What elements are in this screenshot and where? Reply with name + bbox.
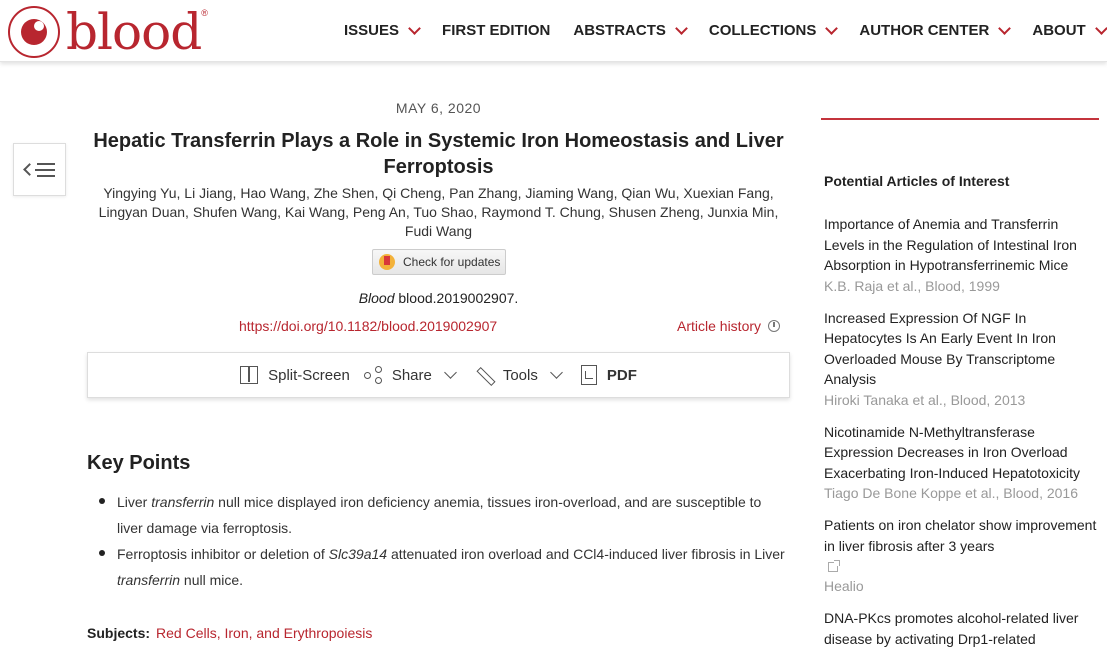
- check-for-updates-button[interactable]: Check for updates: [372, 249, 506, 275]
- doi-link[interactable]: https://doi.org/10.1182/blood.2019002907: [239, 318, 498, 334]
- main-nav: [344, 22, 1106, 39]
- citation-id: blood.2019002907.: [398, 290, 519, 306]
- related-article[interactable]: [824, 515, 1099, 596]
- chevron-down-icon: [826, 22, 839, 35]
- related-article-meta: Hiroki Tanaka et al., Blood, 2013: [824, 391, 1026, 408]
- list-item: Ferroptosis inhibitor or deletion of Slc39a14 attenuated iron overload and CCl4-induced liver fibrosis in Liver transferrin null mice.: [97, 541, 790, 593]
- article-history-link[interactable]: Article history: [677, 318, 780, 334]
- crossmark-icon: [379, 254, 395, 270]
- ash-seal-icon: [8, 6, 60, 58]
- citation: [87, 290, 790, 306]
- nav-issues[interactable]: ISSUES: [344, 22, 419, 39]
- related-article-title[interactable]: Increased Expression Of NGF In Hepatocytes Is An Early Event In Iron Overloaded Mouse By Transcriptome Analysis: [824, 309, 1056, 387]
- related-article-meta: Tiago De Bone Koppe et al., Blood, 2016: [824, 485, 1078, 501]
- wrench-icon: [475, 365, 495, 385]
- registered-mark: ®: [201, 8, 208, 18]
- nav-abstracts[interactable]: ABSTRACTS: [573, 22, 686, 39]
- related-article[interactable]: [824, 422, 1099, 504]
- split-screen-icon: [240, 366, 258, 384]
- related-article-meta: K.B. Raja et al., Blood, 1999: [824, 277, 1000, 294]
- pdf-icon: [581, 365, 597, 385]
- related-article-meta: Healio: [824, 578, 864, 594]
- key-points-list: [97, 489, 790, 593]
- publication-date: MAY 6, 2020: [395, 100, 482, 116]
- split-screen-button[interactable]: Split-Screen: [240, 366, 350, 384]
- nav-author-center[interactable]: AUTHOR CENTER: [859, 22, 1009, 39]
- blood-logo[interactable]: [8, 3, 208, 61]
- subject-link[interactable]: Red Cells, Iron, and Erythropoiesis: [156, 625, 373, 641]
- key-points-heading: Key Points: [87, 452, 191, 474]
- article-toolbar: [87, 352, 790, 398]
- related-article[interactable]: [824, 214, 1099, 296]
- related-article-title[interactable]: Nicotinamide N-Methyltransferase Expression Decreases in Iron Overload Exacerbating Iron-Induced Hepatotoxicity: [824, 423, 1081, 481]
- related-article-title[interactable]: Importance of Anemia and Transferrin Levels in the Regulation of Intestinal Iron Absorption in Hypotransferrinemic Mice: [824, 216, 1077, 273]
- nav-first-edition[interactable]: FIRST EDITION: [442, 22, 551, 39]
- related-articles-list: [824, 214, 1099, 659]
- share-icon: [364, 366, 384, 384]
- author-list: Yingying Yu, Li Jiang, Hao Wang, Zhe Shen, Qi Cheng, Pan Zhang, Jiaming Wang, Qian Wu, Xuexian Fang, Lingyan Duan, Shufen Wang, Kai Wang, Peng An, Tuo Shao, Raymond T. Chung, Shusen Zheng, Junxia Min, Fudi Wang: [98, 185, 779, 239]
- chevron-down-icon: [444, 366, 457, 379]
- subjects-label: Subjects:: [87, 625, 151, 641]
- chevron-down-icon: [1095, 22, 1107, 35]
- tools-button[interactable]: Tools: [475, 365, 567, 385]
- chevron-down-icon: [999, 22, 1012, 35]
- related-article[interactable]: [824, 608, 1099, 649]
- article-title: Hepatic Transferrin Plays a Role in Systemic Iron Homeostasis and Liver Ferroptosis: [93, 130, 784, 178]
- share-button[interactable]: Share: [364, 366, 461, 384]
- subjects-row: [87, 625, 372, 641]
- toc-collapse-icon: [25, 160, 55, 180]
- chevron-down-icon: [550, 366, 563, 379]
- journal-name: Blood: [358, 290, 395, 306]
- related-article[interactable]: [824, 308, 1099, 410]
- site-header: [0, 0, 1107, 62]
- list-item: Liver transferrin null mice displayed iron deficiency anemia, tissues iron-overload, and are susceptible to liver damage via ferroptosis.: [97, 489, 790, 541]
- nav-about[interactable]: ABOUT: [1032, 22, 1105, 39]
- pdf-button[interactable]: PDF: [581, 365, 637, 385]
- clock-icon: [768, 320, 780, 332]
- sidebar-title: Potential Articles of Interest: [824, 173, 1010, 189]
- nav-collections[interactable]: COLLECTIONS: [709, 22, 837, 39]
- table-of-contents-button[interactable]: [13, 143, 66, 196]
- related-article-title[interactable]: DNA-PKcs promotes alcohol-related liver disease by activating Drp1-related: [824, 610, 1079, 647]
- logo-wordmark: blood: [66, 3, 202, 61]
- sidebar-divider: [821, 118, 1099, 120]
- external-link-icon: [828, 562, 838, 572]
- chevron-down-icon: [408, 22, 421, 35]
- related-article-title[interactable]: Patients on iron chelator show improvement in liver fibrosis after 3 years: [824, 517, 1097, 554]
- chevron-down-icon: [675, 22, 688, 35]
